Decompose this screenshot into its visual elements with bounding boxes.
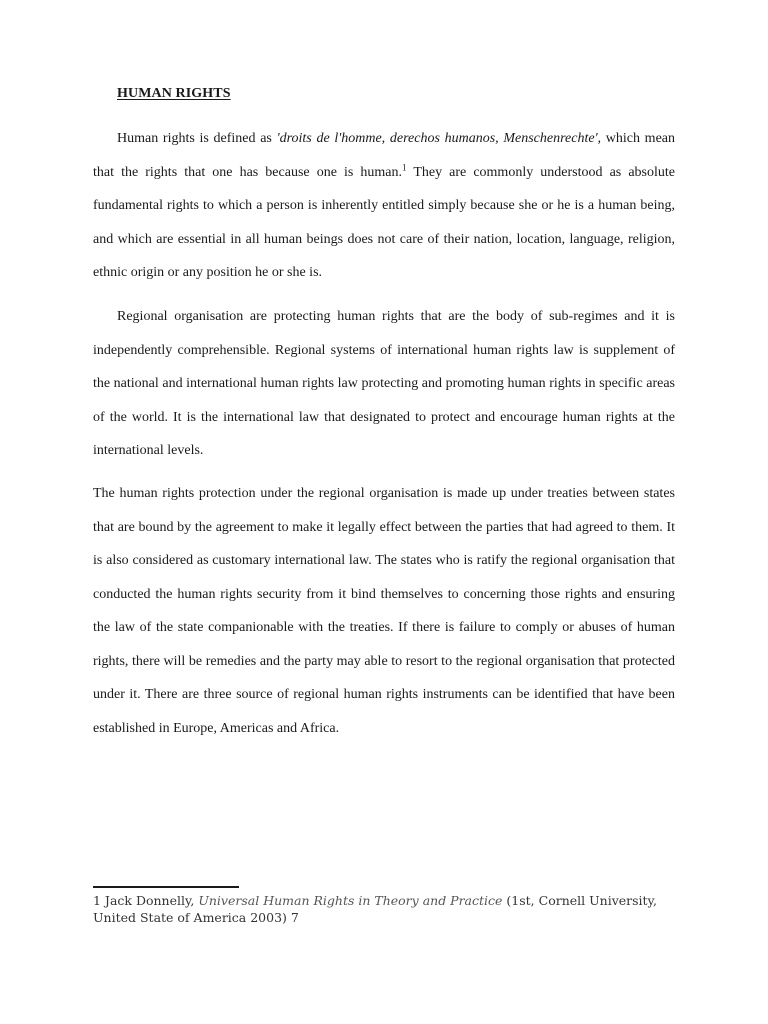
footnote [93,892,673,926]
paragraph-definition [93,122,675,290]
footnote-divider [93,886,239,888]
footnote-title: Universal Human Rights in Theory and Practice [198,893,503,908]
paragraph-text: They are commonly understood as absolute fundamental rights to which a person is inherently entitled simply because she or he is a human being, and which are essential in all human beings does not care of their nation, location, language, religion, ethnic origin or any position he or she is. [93,164,675,280]
paragraph-protection [93,477,675,745]
footnote-author: Jack Donnelly, [100,893,199,908]
paragraph-regional-organisation [93,300,675,468]
footnote-number: 1 [93,893,101,908]
footnote-reference[interactable]: 1 [402,161,407,172]
paragraph-text: The human rights protection under the regional organisation is made up under treaties between states that are bound by the agreement to make it legally effect between the parties that had agreed to them. It is also considered as customary international law. The states who is ratify the regional organisation that conducted the human rights security from it bind themselves to concerning those rights and ensuring the law of the state companionable with the treaties. If there is failure to comply or abuses of human rights, there will be remedies and the party may able to resort to the regional organisation that protected under it. There are three source of regional human rights instruments can be identified that have been established in Europe, Americas and Africa. [93,486,675,736]
section-heading: HUMAN RIGHTS [117,86,231,101]
paragraph-text: Regional organisation are protecting human rights that are the body of sub-regimes and it is independently comprehensible. Regional systems of international human rights law is supplement of the national and international human rights law protecting and promoting human rights in specific areas of the world. It is the international law that designated to protect and encourage human rights at the international levels. [93,309,675,458]
footnote-citation: (1st, Cornell University, United State of America 2003) 7 [93,893,657,925]
paragraph-text: Human rights is defined as [117,131,277,146]
paragraph-text: which mean that the rights that one has because one is human. [93,131,675,180]
quoted-terms: 'droits de l'homme, derechos humanos, Menschenrechte', [276,131,602,146]
